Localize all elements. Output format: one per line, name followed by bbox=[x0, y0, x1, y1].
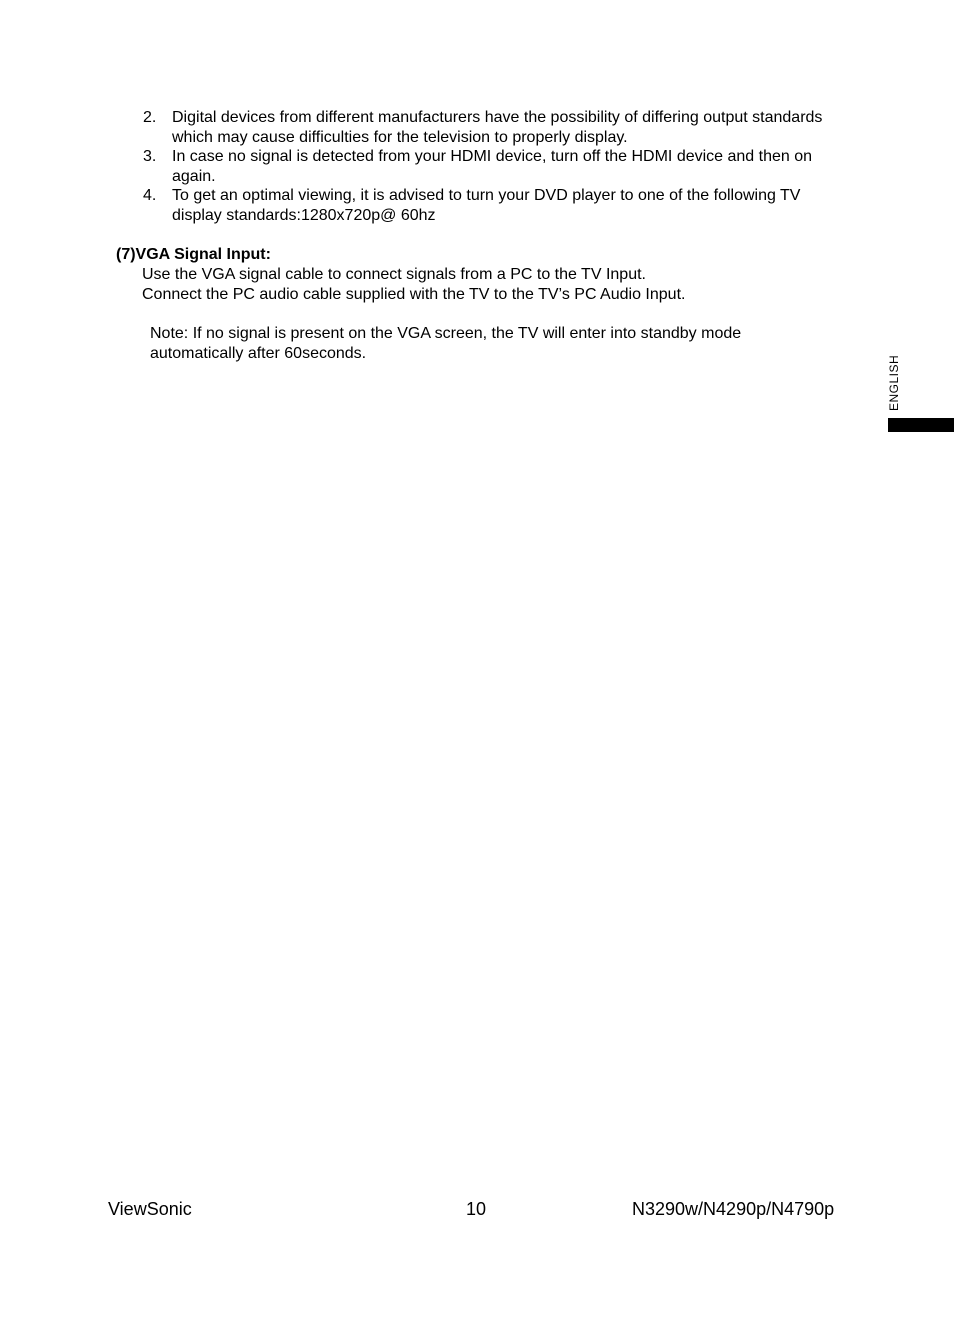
footer-brand: ViewSonic bbox=[108, 1199, 192, 1219]
list-item-text: Digital devices from different manufacturers have the possibility of differing output standards which may cause difficulties for the television to properly display. bbox=[172, 109, 823, 146]
list-item-number: 4. bbox=[143, 187, 157, 205]
list-item-number: 2. bbox=[143, 109, 157, 126]
note-text: Note: If no signal is present on the VGA screen, the TV will enter into standby mode automatically after 60seconds. bbox=[150, 325, 742, 362]
list-item-text: To get an optimal viewing, it is advised to turn your DVD player to one of the following TV display standards:1280x720p@ 60hz bbox=[172, 187, 801, 224]
section-body bbox=[142, 265, 685, 305]
section-line: Connect the PC audio cable supplied with the TV to the TV’s PC Audio Input. bbox=[142, 286, 686, 303]
language-tab-bar bbox=[888, 418, 954, 432]
list-item bbox=[143, 186, 843, 225]
section-line: Use the VGA signal cable to connect signals from a PC to the TV Input. bbox=[142, 266, 646, 283]
list-item bbox=[143, 147, 843, 186]
list-item bbox=[143, 108, 843, 147]
list-item-text: In case no signal is detected from your HDMI device, turn off the HDMI device and then on again. bbox=[172, 148, 813, 185]
numbered-list bbox=[143, 108, 843, 226]
footer-page-number: 10 bbox=[466, 1199, 487, 1219]
list-item-number: 3. bbox=[143, 148, 157, 166]
section-heading: (7)VGA Signal Input: bbox=[116, 246, 271, 263]
footer-model: N3290w/N4290p/N4790p bbox=[632, 1199, 835, 1219]
language-tab-label: ENGLISH bbox=[887, 354, 901, 411]
